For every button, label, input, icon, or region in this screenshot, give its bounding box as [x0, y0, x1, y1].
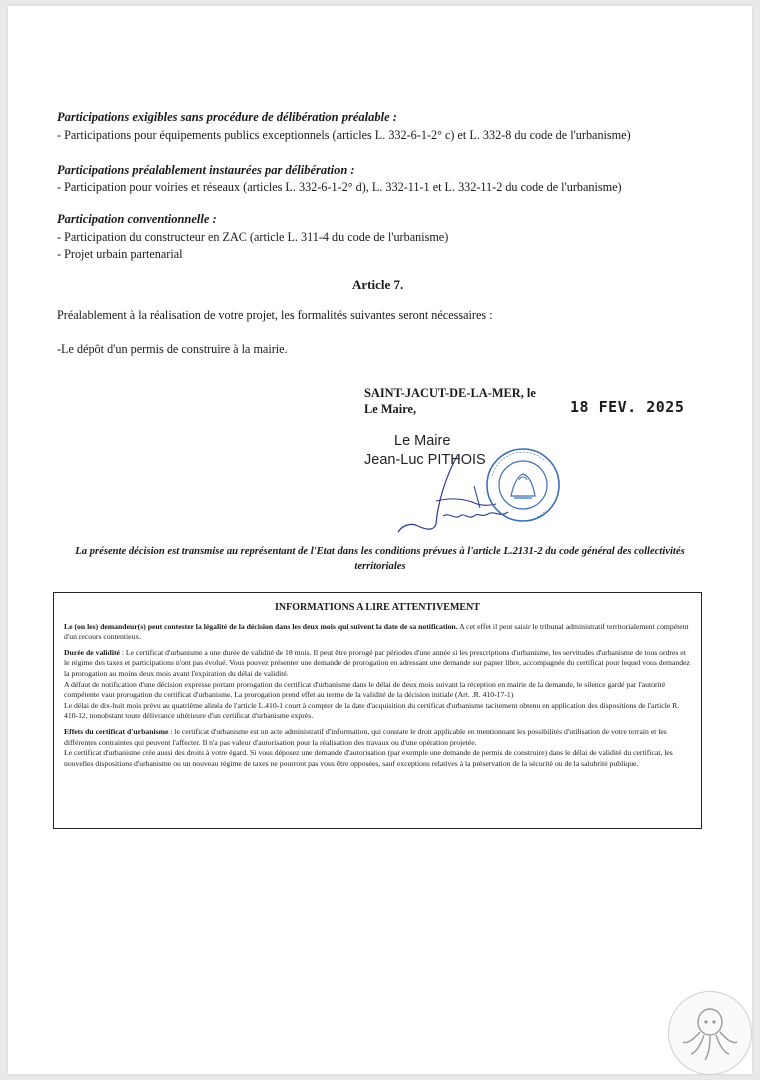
item-zac: - Participation du constructeur en ZAC (article L. 311-4 du code de l'urbanisme) [57, 230, 449, 244]
article-7-intro: Préalablement à la réalisation de votre projet, les formalités suivantes seront nécessaires : [57, 308, 493, 322]
info-effets: Effets du certificat d'urbanisme : le certificat d'urbanisme est un acte administratif d'information, qui constate le droit applicable en mentionnant les possibilités d'utilisation de votre terrain et les différentes contraintes qui peuvent l'affecter. Il n'a pas valeur d'autorisation pour la réalisation des travaux ou d'une opération projetée. [64, 726, 667, 747]
item-equipements-exceptionnels: - Participations pour équipements publics exceptionnels (articles L. 332-6-1-2° c) et L. 332-8 du code de l'urbanisme) [57, 128, 631, 142]
heading-par-deliberation: Participations préalablement instaurées par délibération : [57, 163, 355, 177]
maire-title: Le Maire [394, 433, 451, 449]
item-projet-urbain: - Projet urbain partenarial [57, 247, 183, 261]
article-7-item: -Le dépôt d'un permis de construire à la mairie. [57, 342, 288, 356]
info-prorogation: A défaut de notification d'une décision expresse portant prorogation du certificat d'urbanisme dans le délai de deux mois suivant la réception en mairie de la demande, le silence gardé par l'autorité compétente vaut prorogation du certificat d'urbanisme. La prorogation prend effet au terme de la validité de la décision initiale (Art. .R. 410-17-1) [64, 679, 666, 700]
heading-conventionnelle: Participation conventionnelle : [57, 212, 217, 226]
heading-sans-deliberation: Participations exigibles sans procédure de délibération préalable : [57, 110, 397, 124]
octopus-logo-icon [668, 991, 752, 1075]
info-droits: Le certificat d'urbanisme crée aussi des droits à votre égard. Si vous déposez une demande d'autorisation (par exemple une demande de permis de construire) dans le délai de validité du certificat, les nouvelles dispositions d'urbanisme ou un nouveau régime de taxes ne pourront pas vous être opposées, sauf exceptions relatives à la préservation de la sécurité ou de la salubrité publique. [64, 748, 673, 768]
info-contestation: Le (ou les) demandeur(s) peut contester la légalité de la décision dans les deux mois qui suivent la date de sa notification. A cet effet il peut saisir le tribunal administratif territorialement compétent d'un recours contentieux. [64, 621, 689, 642]
item-voiries-reseaux: - Participation pour voiries et réseaux (articles L. 332-6-1-2° d), L. 332-11-1 et L. 332-11-2 du code de l'urbanisme) [57, 180, 622, 194]
info-duree-validite: Durée de validité : Le certificat d'urbanisme a une durée de validité de 18 mois. Il peut être prorogé par périodes d'une année si les prescriptions d'urbanisme, les servitudes d'urbanisme de tous ordres et le régime des taxes et participations n'ont pas évolué. Vous pouvez présenter une demande de prorogation en adressant une demande sur papier libre, accompagnée du certificat pour lequel vous demandez la prorogation au moins deux mois avant l'expiration du délai de validité. [64, 647, 690, 678]
maire-name: Jean-Luc PITHOIS [364, 452, 486, 468]
transmission-note: La présente décision est transmise au représentant de l'Etat dans les conditions prévues à l'article L.2131-2 du code général des collectivités territoriales [75, 546, 685, 572]
info-box [53, 592, 702, 829]
date-stamp: 18 FEV. 2025 [570, 398, 685, 416]
document-page [8, 6, 752, 1074]
mairie-seal [484, 446, 562, 524]
info-delai-dix-huit-mois: Le délai de dix-huit mois prévu au quatrième alinéa de l'article L.410-1 court à compter de la date d'acquisition du certificat d'urbanisme tacitement obtenu en application des dispositions de l'article R. 410-12, nonobstant toute délivrance ultérieure d'un certificat d'urbanisme exprès. [64, 700, 680, 721]
article-7-title: Article 7. [352, 277, 404, 292]
signature-place: SAINT-JACUT-DE-LA-MER, le [364, 386, 536, 400]
signature-role: Le Maire, [364, 402, 417, 416]
info-box-title: INFORMATIONS A LIRE ATTENTIVEMENT [275, 602, 480, 613]
